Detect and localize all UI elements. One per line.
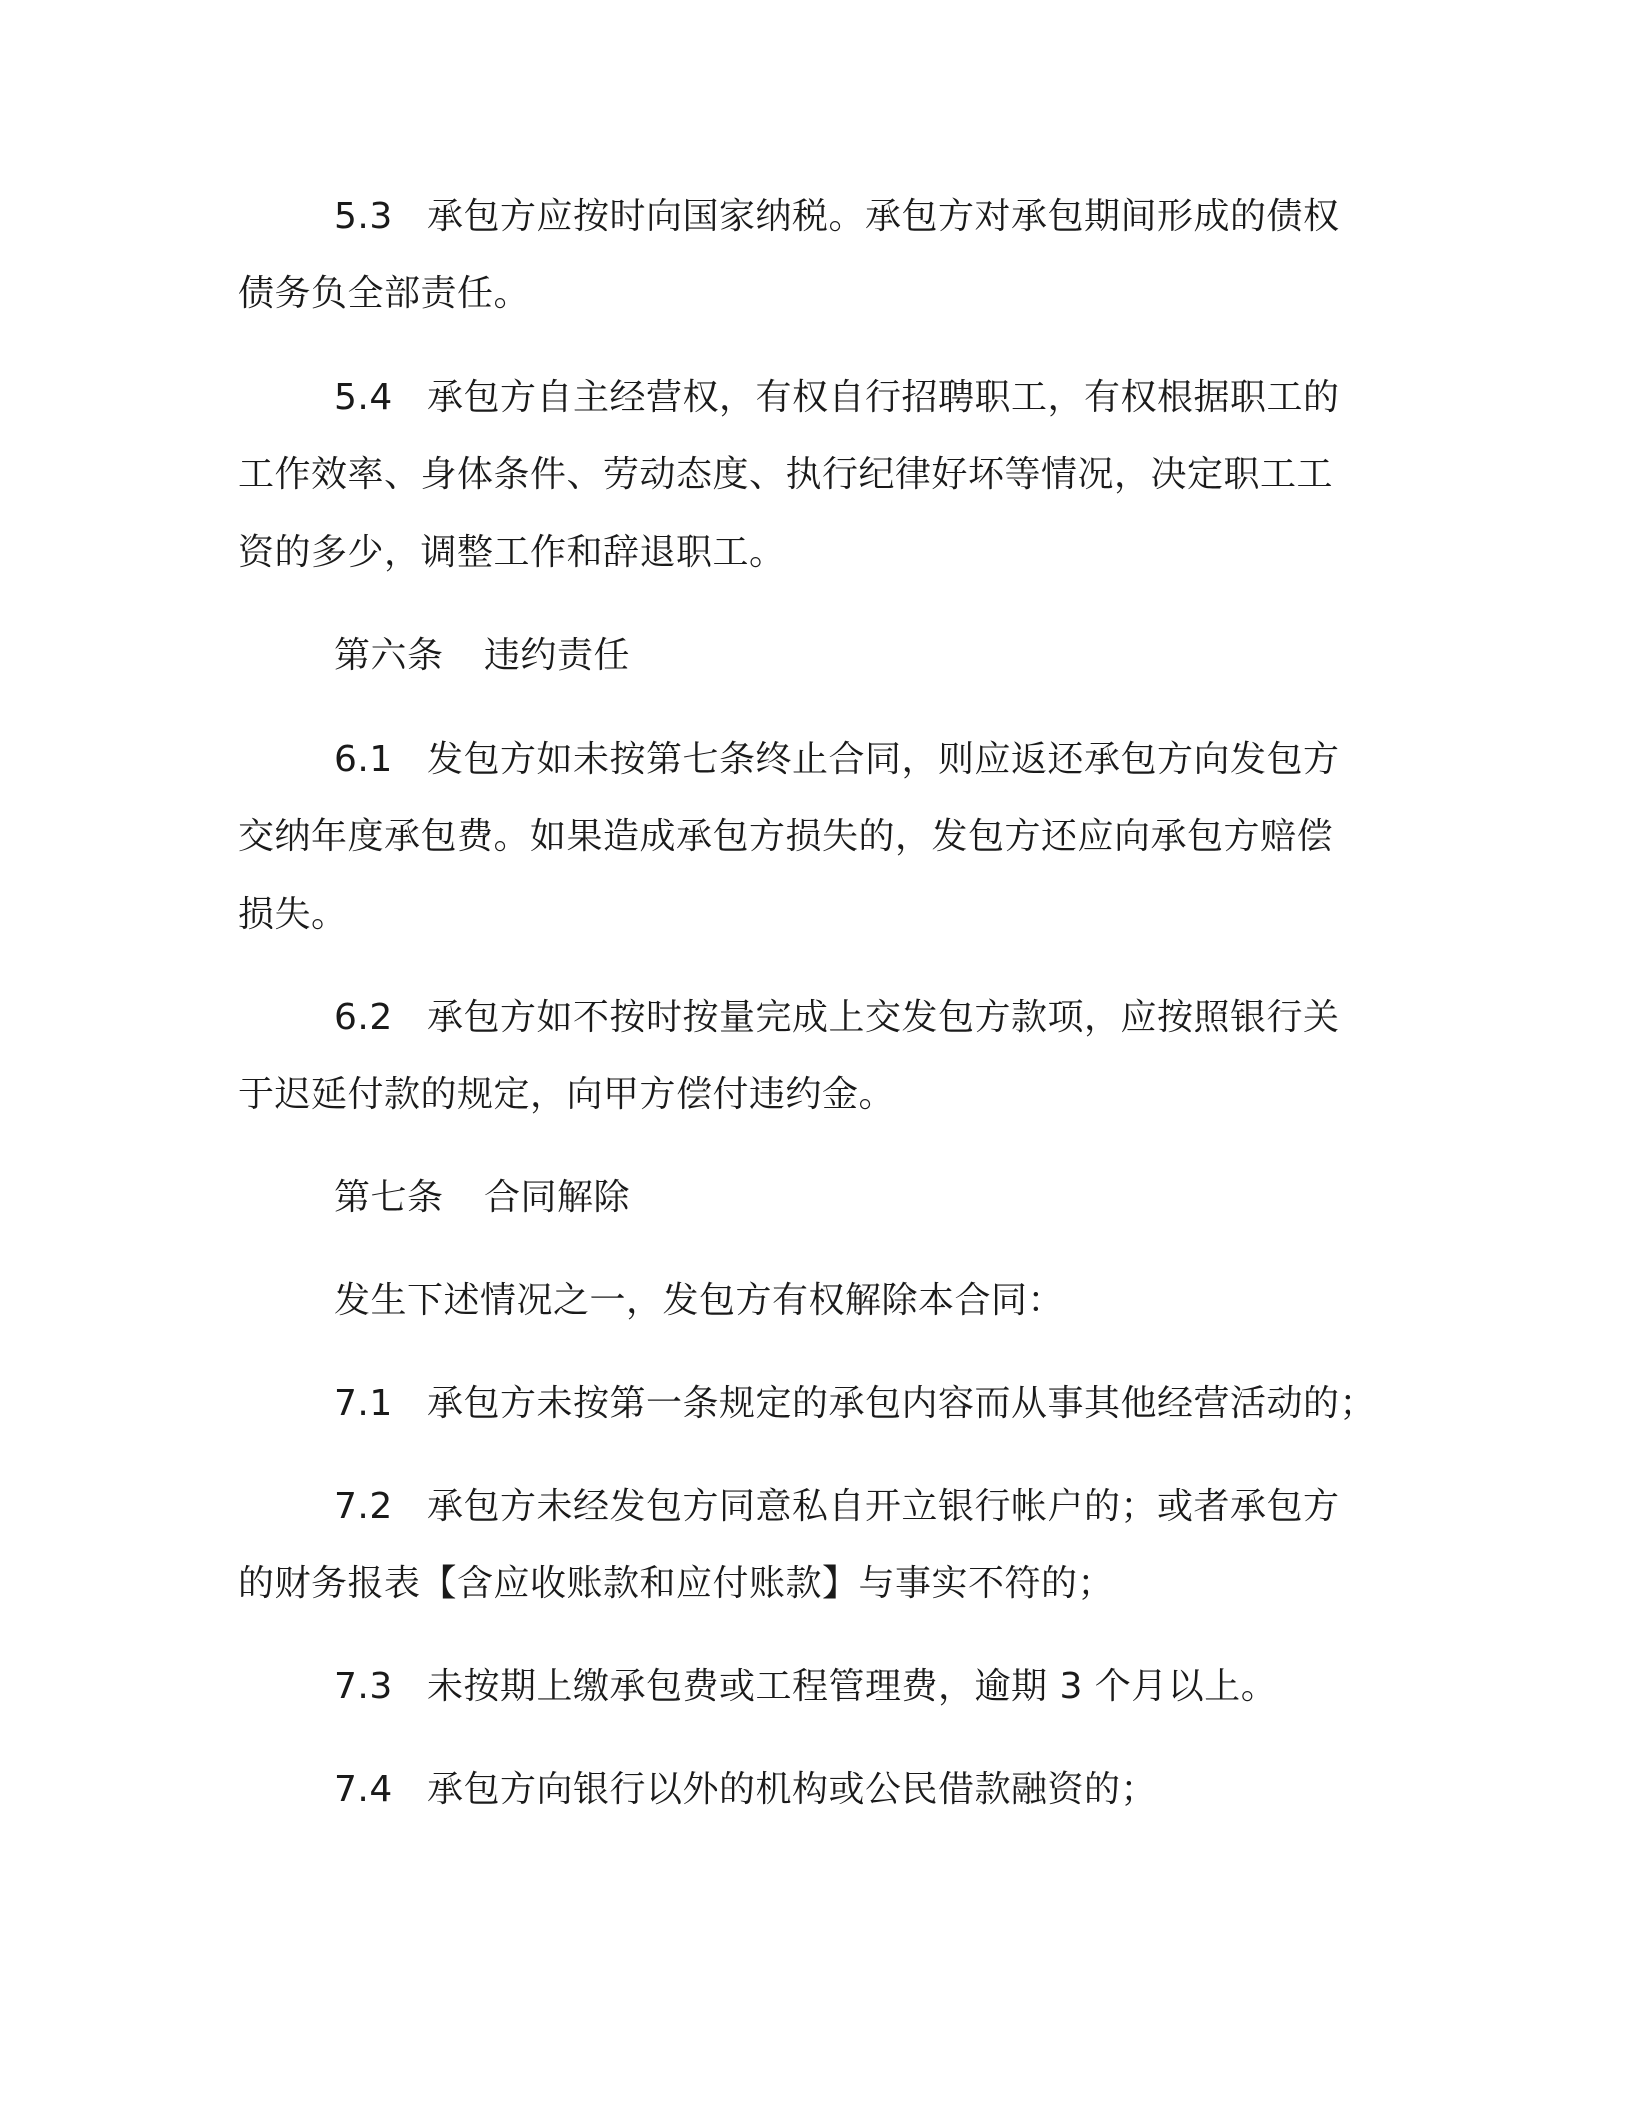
- clause-text: 承包方如不按时按量完成上交发包方款项，应按照银行关: [427, 997, 1340, 1038]
- clause-text: 交纳年度承包费。如果造成承包方损失的，发包方还应向承包方赔偿: [238, 816, 1334, 857]
- clause-7-1-line-1: [334, 1382, 1376, 1426]
- article-number: 第六条: [334, 635, 444, 676]
- clause-number: 7.1: [334, 1383, 393, 1424]
- article-7-intro: [334, 1279, 1064, 1323]
- article-7-heading: [334, 1176, 630, 1220]
- clause-text: 承包方应按时向国家纳税。承包方对承包期间形成的债权: [427, 196, 1340, 237]
- clause-text: 损失。: [238, 894, 348, 935]
- clause-number: 6.2: [334, 997, 393, 1038]
- clause-6-1-line-2: [238, 815, 1333, 859]
- clause-5-4-line-2: [238, 453, 1333, 497]
- clause-7-2-line-1: [334, 1485, 1340, 1529]
- clause-5-3-line-2: [238, 272, 530, 316]
- article-number: 第七条: [334, 1177, 444, 1218]
- clause-text: 承包方自主经营权，有权自行招聘职工，有权根据职工的: [427, 377, 1340, 418]
- clause-number: 7.4: [334, 1769, 393, 1810]
- clause-6-1-line-3: [238, 893, 348, 937]
- clause-5-4-line-1: [334, 376, 1340, 420]
- article-title: 违约责任: [484, 635, 631, 676]
- clause-text: 承包方向银行以外的机构或公民借款融资的；: [427, 1769, 1158, 1810]
- article-title: 合同解除: [484, 1177, 631, 1218]
- clause-number: 7.3: [334, 1666, 393, 1707]
- clause-7-3-line-1: [334, 1665, 1277, 1709]
- clause-number: 6.1: [334, 739, 393, 780]
- clause-6-1-line-1: [334, 738, 1340, 782]
- clause-text: 资的多少，调整工作和辞退职工。: [238, 532, 786, 573]
- article-6-heading: [334, 634, 630, 678]
- clause-5-4-line-3: [238, 531, 786, 575]
- clause-text: 未按期上缴承包费或工程管理费，逾期 3 个月以上。: [427, 1666, 1278, 1707]
- clause-6-2-line-1: [334, 996, 1340, 1040]
- clause-6-2-line-2: [238, 1073, 895, 1117]
- clause-text: 承包方未按第一条规定的承包内容而从事其他经营活动的；: [427, 1383, 1377, 1424]
- clause-7-2-line-2: [238, 1562, 1114, 1606]
- clause-text: 于迟延付款的规定，向甲方偿付违约金。: [238, 1074, 896, 1115]
- clause-number: 5.4: [334, 377, 393, 418]
- clause-number: 7.2: [334, 1486, 393, 1527]
- clause-text: 发生下述情况之一，发包方有权解除本合同：: [334, 1280, 1065, 1321]
- clause-text: 工作效率、身体条件、劳动态度、执行纪律好坏等情况，决定职工工: [238, 454, 1334, 495]
- clause-7-4-line-1: [334, 1768, 1157, 1812]
- clause-text: 的财务报表【含应收账款和应付账款】与事实不符的；: [238, 1563, 1115, 1604]
- clause-text: 债务负全部责任。: [238, 273, 531, 314]
- clause-5-3-line-1: [334, 195, 1340, 239]
- clause-text: 承包方未经发包方同意私自开立银行帐户的；或者承包方: [427, 1486, 1340, 1527]
- clause-text: 发包方如未按第七条终止合同，则应返还承包方向发包方: [427, 739, 1340, 780]
- clause-number: 5.3: [334, 196, 393, 237]
